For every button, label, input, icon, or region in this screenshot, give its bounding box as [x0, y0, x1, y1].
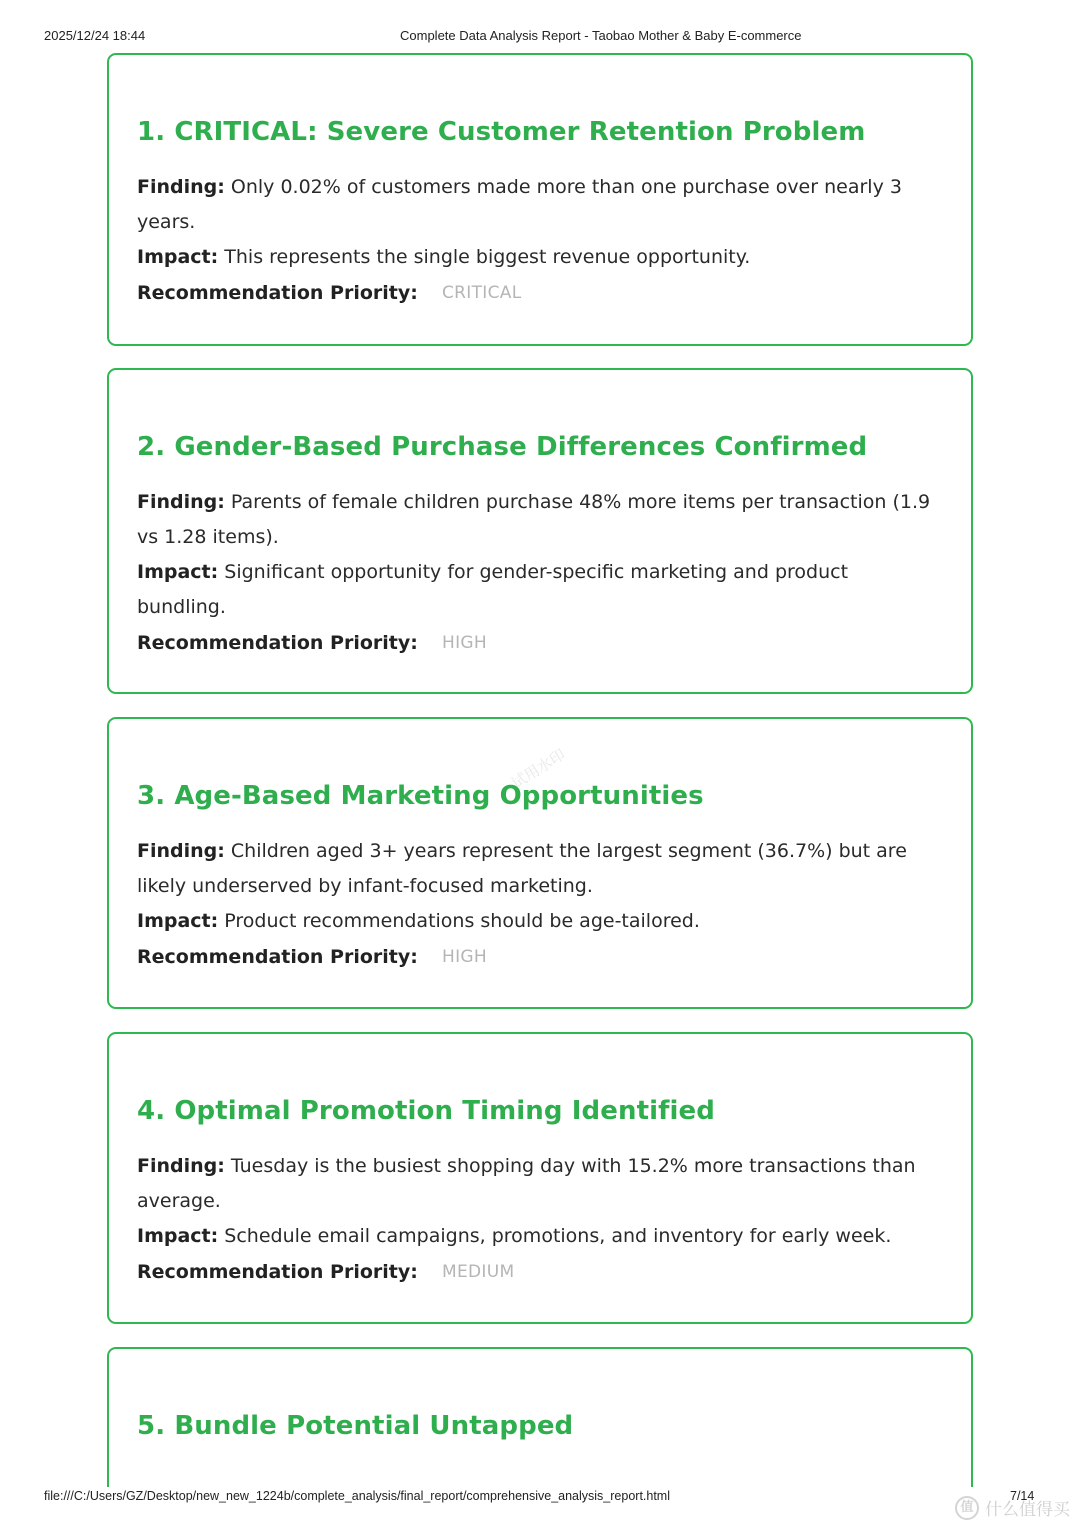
- finding-label: Finding:: [137, 1155, 225, 1177]
- finding-card-5: [107, 1347, 973, 1487]
- impact-text: [137, 240, 952, 275]
- finding-title: 4. Optimal Promotion Timing Identified: [137, 1096, 715, 1126]
- priority-badge: HIGH: [442, 633, 487, 653]
- priority-row: [137, 1254, 952, 1291]
- print-footer: [44, 1489, 1036, 1507]
- priority-label: Recommendation Priority:: [137, 946, 418, 968]
- print-header: [44, 26, 1036, 46]
- finding-title: 1. CRITICAL: Severe Customer Retention Problem: [137, 117, 866, 147]
- impact-value: Significant opportunity for gender-specific marketing and product bundling.: [137, 561, 849, 618]
- priority-badge: CRITICAL: [442, 283, 522, 303]
- finding-text: [137, 834, 952, 904]
- impact-label: Impact:: [137, 910, 219, 932]
- priority-label: Recommendation Priority:: [137, 632, 418, 654]
- print-date: 2025/12/24 18:44: [44, 28, 146, 43]
- watermark-stamp: 试用水印: [508, 745, 569, 793]
- finding-text: [137, 170, 952, 240]
- finding-value: Children aged 3+ years represent the largest segment (36.7%) but are likely underserved by infant-focused marketing.: [137, 840, 907, 897]
- finding-card-4: [107, 1032, 973, 1324]
- finding-value: Only 0.02% of customers made more than one purchase over nearly 3 years.: [137, 176, 902, 233]
- finding-text: [137, 485, 952, 555]
- priority-label: Recommendation Priority:: [137, 1261, 418, 1283]
- impact-text: [137, 904, 952, 939]
- finding-title: 5. Bundle Potential Untapped: [137, 1411, 574, 1441]
- impact-label: Impact:: [137, 1225, 219, 1247]
- priority-row: [137, 939, 952, 976]
- finding-card-1: [107, 53, 973, 346]
- finding-body: [137, 485, 952, 662]
- impact-value: Product recommendations should be age-tailored.: [224, 910, 700, 932]
- priority-row: [137, 625, 952, 662]
- impact-label: Impact:: [137, 246, 219, 268]
- finding-text: [137, 1149, 952, 1219]
- impact-text: [137, 555, 952, 625]
- impact-text: [137, 1219, 952, 1254]
- impact-value: This represents the single biggest revenue opportunity.: [224, 246, 751, 268]
- finding-value: Parents of female children purchase 48% more items per transaction (1.9 vs 1.28 items).: [137, 491, 931, 548]
- impact-label: Impact:: [137, 561, 219, 583]
- finding-body: [137, 170, 952, 312]
- priority-badge: HIGH: [442, 947, 487, 967]
- page-number: 7/14: [1010, 1489, 1035, 1503]
- finding-value: Tuesday is the busiest shopping day with 15.2% more transactions than average.: [137, 1155, 916, 1212]
- priority-row: [137, 275, 952, 312]
- finding-label: Finding:: [137, 840, 225, 862]
- brand-watermark: [955, 1495, 1070, 1520]
- priority-badge: MEDIUM: [442, 1262, 515, 1282]
- finding-card-3: [107, 717, 973, 1009]
- finding-card-2: [107, 368, 973, 694]
- document-title: Complete Data Analysis Report - Taobao Mother & Baby E-commerce: [400, 28, 802, 43]
- brand-text: 什么值得买: [985, 1500, 1070, 1520]
- finding-title: 2. Gender-Based Purchase Differences Confirmed: [137, 432, 868, 462]
- finding-body: [137, 834, 952, 976]
- impact-value: Schedule email campaigns, promotions, and inventory for early week.: [224, 1225, 892, 1247]
- brand-logo-icon: 值: [955, 1496, 979, 1520]
- finding-title: 3. Age-Based Marketing Opportunities: [137, 781, 704, 811]
- file-path: file:///C:/Users/GZ/Desktop/new_new_1224b/complete_analysis/final_report/comprehensive_analysis_report.html: [44, 1489, 671, 1503]
- priority-label: Recommendation Priority:: [137, 282, 418, 304]
- finding-label: Finding:: [137, 176, 225, 198]
- finding-body: [137, 1149, 952, 1291]
- finding-label: Finding:: [137, 491, 225, 513]
